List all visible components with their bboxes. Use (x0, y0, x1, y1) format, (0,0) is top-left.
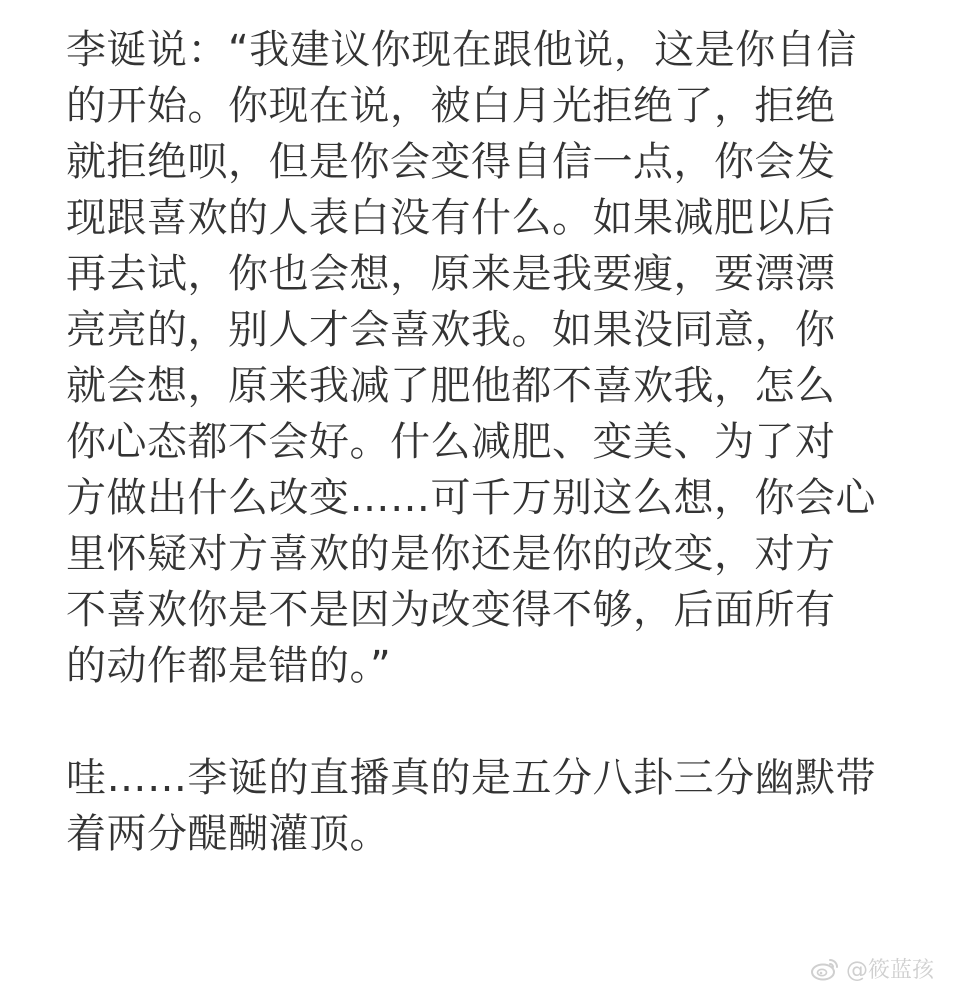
text-line: 就会想，原来我减了肥他都不喜欢我，怎么 (66, 363, 836, 409)
quote-paragraph (66, 22, 906, 694)
post-body (66, 22, 906, 862)
text-line: 就拒绝呗，但是你会变得自信一点，你会发 (66, 139, 836, 185)
text-line: 不喜欢你是不是因为改变得不够，后面所有 (66, 587, 836, 633)
text-line: 亮亮的，别人才会喜欢我。如果没同意，你 (66, 307, 836, 353)
text-line: 你心态都不会好。什么减肥、变美、为了对 (66, 419, 836, 465)
text-line: 的开始。你现在说，被白月光拒绝了，拒绝 (66, 83, 836, 129)
text-line: 再去试，你也会想，原来是我要瘦，要漂漂 (66, 251, 836, 297)
text-line: 方做出什么改变……可千万别这么想，你会心 (66, 475, 876, 521)
text-line: 的动作都是错的。” (66, 643, 392, 689)
text-line: 现跟喜欢的人表白没有什么。如果减肥以后 (66, 195, 836, 241)
text-line: 哇……李诞的直播真的是五分八卦三分幽默带 (66, 755, 876, 801)
text-line: 着两分醍醐灌顶。 (66, 811, 390, 857)
weibo-logo-icon (810, 957, 840, 981)
watermark (810, 953, 934, 984)
paragraph-spacer (66, 694, 906, 750)
comment-paragraph (66, 750, 906, 862)
watermark-text: @筱蓝孩 (845, 958, 934, 983)
text-line: 里怀疑对方喜欢的是你还是你的改变，对方 (66, 531, 836, 577)
text-line: 李诞说：“我建议你现在跟他说，这是你自信 (66, 27, 857, 73)
